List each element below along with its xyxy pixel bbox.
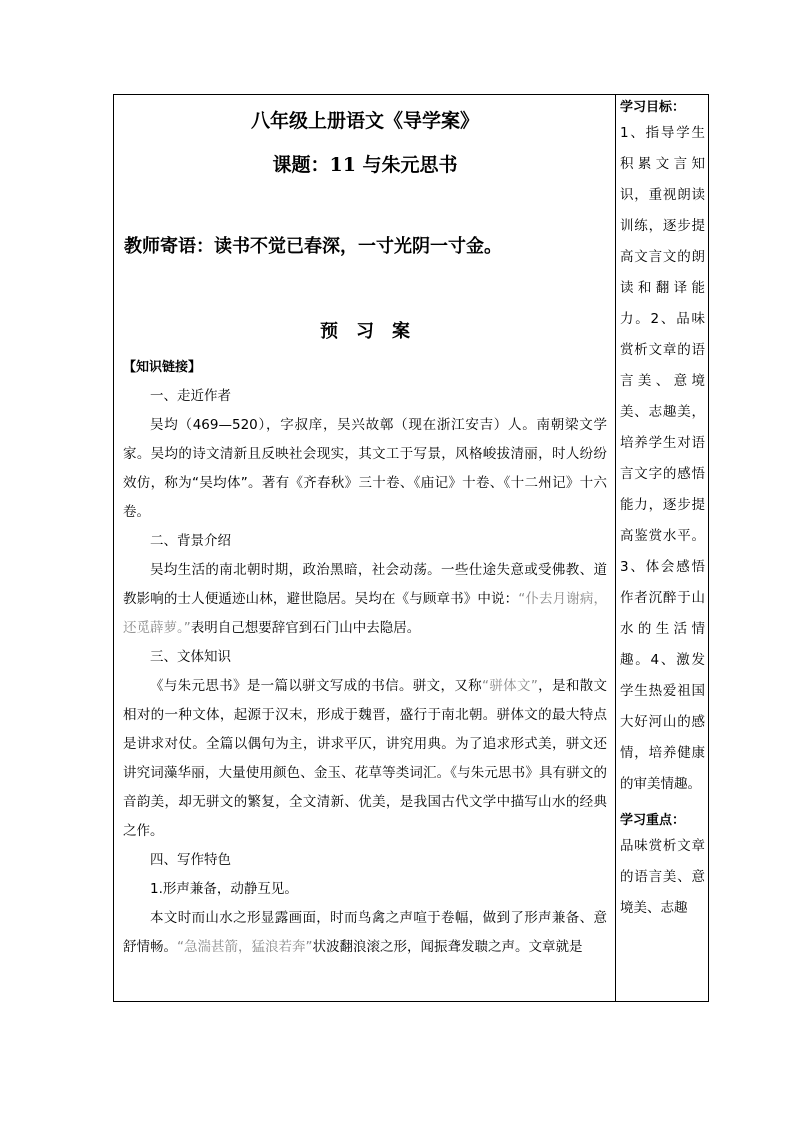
goals-heading: 学习目标： <box>620 100 686 115</box>
genre-heading: 三、文体知识 <box>150 649 231 665</box>
guide-table <box>113 94 709 1002</box>
author-text: 吴均（469—520），字叔庠，吴兴故鄣（现在浙江安吉）人。南朝梁文学家。吴均的诗文清新且反映社会现实，其文工于写景，风格峻拔清丽，时人纷纷效仿，称为“吴均体”。著有《齐春秋》三十卷、《庙记》十卷、《十二州记》十六卷。 <box>123 417 607 520</box>
focus-heading: 学习重点： <box>620 813 686 828</box>
focus-text: 品味赏析文章的语言美、意境美、志趣 <box>620 838 705 916</box>
goals-text: 1、指导学生积累文言知识，重视朗读训练，逐步提高文言文的朗读和翻译能力。2、品味赏析文章的语言美、意境美、志趣美，培养学生对语言文字的感悟能力，逐步提高鉴赏水平。3、体会感悟作者沉醉于山水的生活情趣。4、激发学生热爱祖国大好河山的感情，培养健康的审美情趣。 <box>620 125 705 792</box>
style-text: 本文时而山水之形显露画面，时而鸟禽之声喧于卷幅，做到了形声兼备、意舒情畅。“急湍甚箭，猛浪若奔”状波翻浪滚之形，闻振聋发聩之声。文章就是 <box>123 910 607 955</box>
lesson-title: 课题：11 与朱元思书 <box>272 154 458 176</box>
page-title: 八年级上册语文《导学案》 <box>250 110 479 132</box>
side-column <box>616 95 708 1001</box>
genre-text: 《与朱元思书》是一篇以骈文写成的书信。骈文，又称“骈体文”，是和散文相对的一种文体，起源于汉末，形成于魏晋，盛行于南北朝。骈体文的最大特点是讲求对仗。全篇以偶句为主，讲求平仄，讲究用典。为了追求形式美，骈文还讲究词藻华丽，大量使用颜色、金玉、花草等类词汇。《与朱元思书》具有骈文的音韵美，却无骈文的繁复，全文清新、优美，是我国古代文学中描写山水的经典之作。 <box>123 678 607 839</box>
author-heading: 一、走近作者 <box>150 388 231 404</box>
style-point: 1.形声兼备，动静互见。 <box>150 881 298 897</box>
main-column <box>114 95 616 1001</box>
background-heading: 二、背景介绍 <box>150 533 231 549</box>
background-text: 吴均生活的南北朝时期，政治黑暗，社会动荡。一些仕途失意或受佛教、道教影响的士人便遁迹山林，避世隐居。吴均在《与顾章书》中说：“仆去月谢病，还觅薜萝。”表明自己想要辞官到石门山中去隐居。 <box>123 562 607 636</box>
knowledge-link-heading: 【知识链接】 <box>123 360 202 375</box>
teacher-motto: 教师寄语：读书不觉已春深，一寸光阴一寸金。 <box>124 236 502 257</box>
style-heading: 四、写作特色 <box>150 852 231 868</box>
preview-heading: 预 习 案 <box>320 321 410 342</box>
preview-body <box>123 353 607 962</box>
